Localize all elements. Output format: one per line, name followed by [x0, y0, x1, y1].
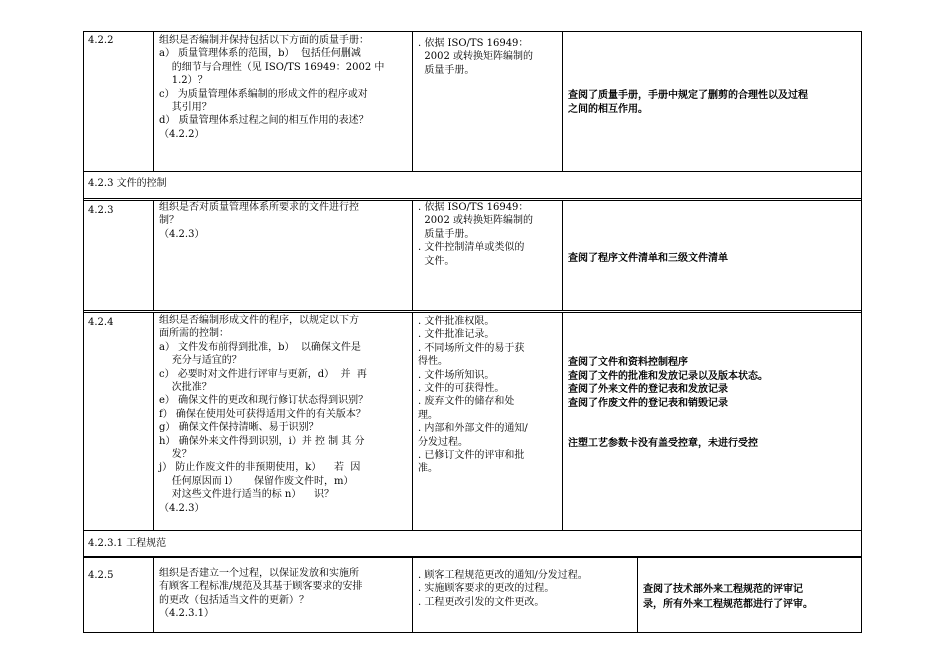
col-divider — [153, 556, 154, 633]
col-divider — [562, 312, 563, 530]
evidence-text: . 顾客工程规范更改的通知/分发过程。 . 实施顾客要求的更改的过程。 . 工程更改引发的文件更改。 — [418, 570, 588, 608]
clause-number: 4.2.4 — [88, 317, 114, 328]
evidence-text: . 依据 ISO/TS 16949： 2002 或转换矩阵编制的 质量手册。 — [418, 38, 533, 76]
row-divider — [83, 556, 862, 558]
col-divider — [153, 200, 154, 310]
question-text: 组织是否编制并保持包括以下方面的质量手册： a） 质量管理体系的范围，b） 包括任何删减 的细节与合理性（见 ISO/TS 16949：2002 中 1.2）？ c） 为质量管理体系编制的形成文件的程序或对 其引用？ d） 质量管理体系过程之间的相互作用的表述？ （4.2.2） — [159, 35, 385, 140]
evidence-text: . 依据 ISO/TS 16949： 2002 或转换矩阵编制的 质量手册。 . 文件控制清单或类似的 文件。 — [418, 202, 533, 267]
col-divider — [412, 200, 413, 310]
section-heading: 4.2.3 文件的控制 — [88, 178, 167, 189]
question-text: 组织是否建立一个过程，以保证发放和实施所 有顾客工程标准/规范及其基于顾客要求的安排 的更改（包括适当文件的更新）？ （4.2.3.1） — [159, 568, 363, 620]
finding-text: 查阅了质量手册，手册中规定了删剪的合理性以及过程 之间的相互作用。 — [568, 90, 808, 115]
col-divider — [153, 312, 154, 530]
finding-text: 查阅了程序文件清单和三级文件清单 — [568, 253, 728, 264]
finding-text: 查阅了文件和资料控制程序 查阅了文件的批准和发放记录以及版本状态。 查阅了外来文件的登记表和发放记录 查阅了作废文件的登记表和销毁记录 注塑工艺参数卡没有盖受控章，未进行受控 — [568, 357, 768, 449]
row-divider — [83, 312, 862, 313]
row-divider — [83, 530, 862, 531]
evidence-text: . 文件批准权限。 . 文件批准记录。 . 不同场所文件的易于获 得性。 . 文件场所知识。 . 文件的可获得性。 . 废弃文件的储存和处 理。 . 内部和外部文件的通知/ 分发过程。 . 已修订文件的评审和批 准。 — [418, 316, 528, 475]
col-divider — [637, 556, 638, 633]
col-divider — [412, 556, 413, 633]
row-divider — [83, 310, 862, 311]
col-divider — [412, 312, 413, 530]
clause-number: 4.2.3 — [88, 205, 114, 216]
row-divider — [83, 198, 862, 199]
col-divider — [562, 31, 563, 171]
section-heading: 4.2.3.1 工程规范 — [88, 538, 167, 549]
question-text: 组织是否编制形成文件的程序，以规定以下方 面所需的控制： a） 文件发布前得到批准，b） 以确保文件是 充分与适宜的？ c） 必要时对文件进行评审与更新，d） 并 再 次批准？ e） 确保文件的更改和现行修订状态得到识别？ f） 确保在使用处可获得适用文件的有关版本？ g） 确保文件保持清晰、易于识别？ h） 确保外来文件得到识别，i）并 控 制 其 分 发？ j） 防止作废文件的非预期使用，k） 若 因 任何原因而 l） 保留作废文件时，m） 对这些文件进行适当的标 n） 识？ （4.2.3） — [159, 315, 369, 514]
col-divider — [562, 200, 563, 310]
finding-text: 查阅了技术部外来工程规范的评审记 录，所有外来工程规范都进行了评审。 — [643, 584, 813, 610]
clause-number: 4.2.5 — [88, 570, 114, 581]
col-divider — [412, 31, 413, 171]
row-divider — [83, 171, 862, 172]
question-text: 组织是否对质量管理体系所要求的文件进行控 制？ （4.2.3） — [159, 202, 359, 240]
col-divider — [153, 31, 154, 171]
clause-number: 4.2.2 — [88, 35, 114, 46]
